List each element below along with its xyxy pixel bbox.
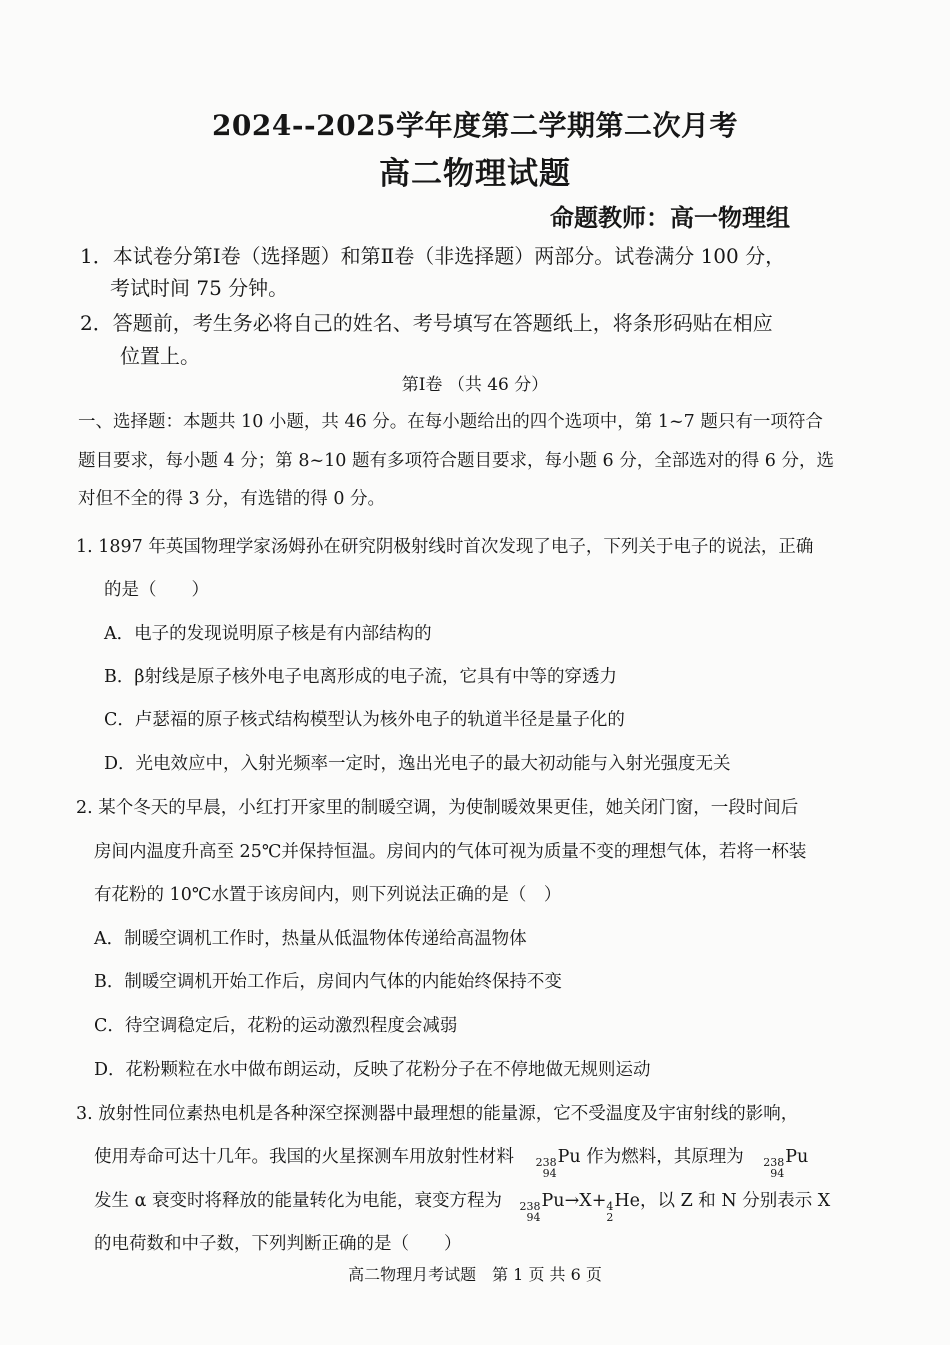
he-atomic-number: 2 [606,1211,614,1224]
decay-arrow-x: →X+ [564,1191,607,1211]
q2-option-a: A．制暖空调机工作时，热量从低温物体传递给高温物体 [94,929,527,949]
note-1-line-1: 1．本试卷分第Ⅰ卷（选择题）和第Ⅱ卷（非选择题）两部分。试卷满分 100 分， [80,244,786,268]
pu-mass-number-2: 238 [763,1156,785,1169]
he-symbol: He [614,1191,640,1211]
pu-atomic-number-3: 94 [526,1211,541,1224]
he-mass-number: 4 [606,1200,614,1213]
author-line: 命题教师：高一物理组 [550,203,790,232]
q3-line3-text-b: ，以 Z 和 N 分别表示 X [640,1191,831,1211]
note-1-line-2: 考试时间 75 分钟。 [110,276,289,300]
q1-stem-line-2: 的是（ ） [104,580,209,600]
q1-option-d: D．光电效应中，入射光频率一定时，逸出光电子的最大初动能与入射光强度无关 [104,754,731,774]
pu-mass-number: 238 [535,1156,557,1169]
note-2-line-1: 2．答题前，考生务必将自己的姓名、考号填写在答题纸上，将条形码贴在相应 [80,311,773,335]
exam-title-subject: 高二物理试题 [379,156,571,192]
pu-mass-number-3: 238 [519,1200,541,1213]
q2-option-b: B．制暖空调机开始工作后，房间内气体的内能始终保持不变 [94,972,562,992]
q3-line2-text-a: 使用寿命可达十几年。我国的火星探测车用放射性材料 [94,1147,514,1167]
pu-isotope-3 [520,1191,565,1223]
q1-option-b: B．β射线是原子核外电子电离形成的电子流，它具有中等的穿透力 [104,667,617,687]
q2-stem-line-3: 有花粉的 10℃水置于该房间内，则下列说法正确的是（ ） [94,885,562,905]
instructions-line-3: 对但不全的得 3 分，有选错的得 0 分。 [78,489,386,509]
q3-stem-line-2 [94,1143,808,1179]
pu-symbol-2: Pu [785,1147,809,1167]
pu-isotope-2 [763,1147,808,1179]
exam-title-year: 2024--2025学年度第二学期第二次月考 [211,109,739,142]
he-isotope [606,1191,640,1223]
instructions-line-1: 一、选择题：本题共 10 小题，共 46 分。在每小题给出的四个选项中，第 1~7 题只有一项符合 [78,412,823,432]
instructions-line-2: 题目要求，每小题 4 分；第 8~10 题有多项符合题目要求，每小题 6 分，全部选对的得 6 分，选 [78,451,834,471]
q3-stem-line-3 [94,1187,830,1223]
q1-stem-line-1: 1. 1897 年英国物理学家汤姆孙在研究阴极射线时首次发现了电子，下列关于电子的说法，正确 [76,537,814,557]
pu-atomic-number: 94 [542,1167,557,1180]
q2-stem-line-2: 房间内温度升高至 25℃并保持恒温。房间内的气体可视为质量不变的理想气体，若将一杯装 [94,842,807,862]
q2-option-d: D．花粉颗粒在水中做布朗运动，反映了花粉分子在不停地做无规则运动 [94,1060,651,1080]
q1-option-a: A．电子的发现说明原子核是有内部结构的 [104,624,432,644]
pu-atomic-number-2: 94 [770,1167,785,1180]
q3-stem-line-4: 的电荷数和中子数，下列判断正确的是（ ） [94,1234,462,1254]
q3-line3-text-a: 发生 α 衰变时将释放的能量转化为电能，衰变方程为 [94,1191,502,1211]
section-title: 第Ⅰ卷 （共 46 分） [401,375,549,395]
q3-stem-line-1: 3. 放射性同位素热电机是各种深空探测器中最理想的能量源，它不受温度及宇宙射线的影响， [76,1104,799,1124]
q2-stem-line-1: 2. 某个冬天的早晨，小红打开家里的制暖空调，为使制暖效果更佳，她关闭门窗，一段时间后 [76,798,799,818]
pu-symbol: Pu [557,1147,581,1167]
pu-isotope [536,1147,581,1179]
pu-symbol-3: Pu [541,1191,565,1211]
page-footer: 高二物理月考试题 第 1 页 共 6 页 [348,1265,602,1284]
note-2-line-2: 位置上。 [120,344,200,368]
q1-option-c: C．卢瑟福的原子核式结构模型认为核外电子的轨道半径是量子化的 [104,710,625,730]
q2-option-c: C．待空调稳定后，花粉的运动激烈程度会减弱 [94,1016,458,1036]
q3-line2-text-b: 作为燃料，其原理为 [586,1147,744,1167]
